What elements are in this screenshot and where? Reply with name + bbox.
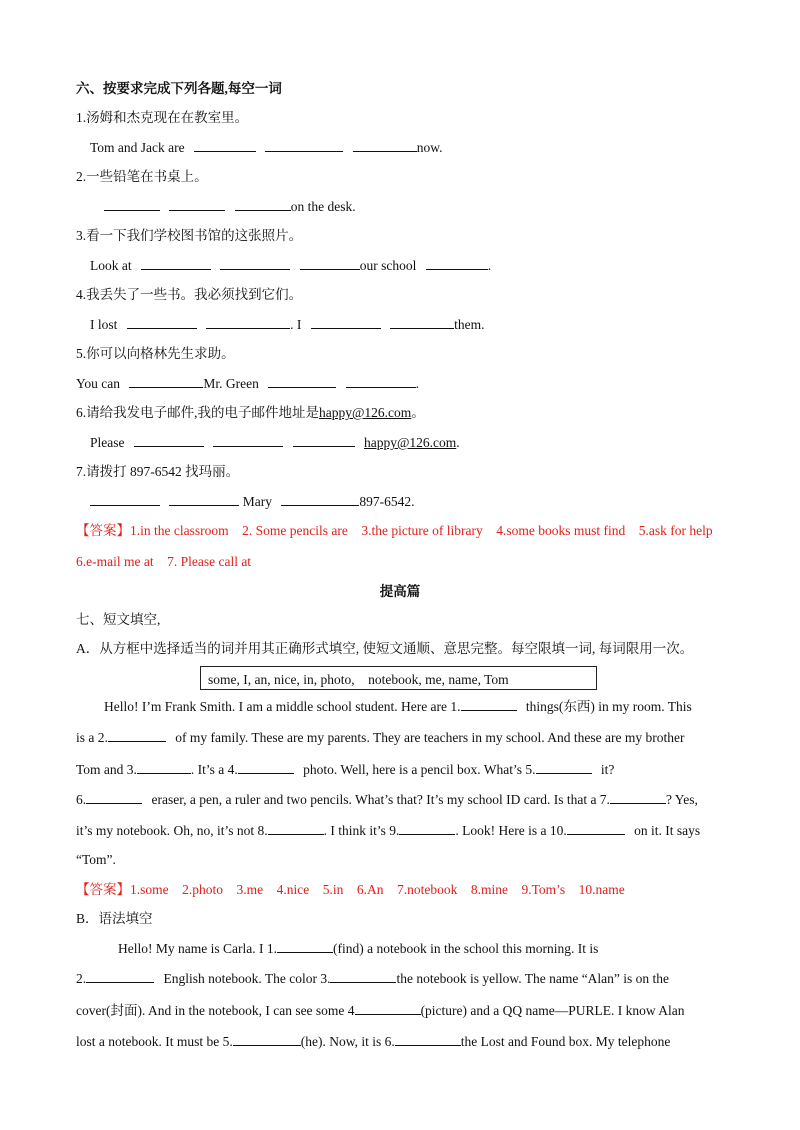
q2-blank-1[interactable] — [104, 197, 160, 211]
passage-a-blank-4[interactable] — [238, 760, 294, 774]
passage-b-blank-2[interactable] — [86, 969, 154, 983]
answer-label: 【答案】 — [76, 523, 130, 538]
passage-b-line-4: lost a notebook. It must be 5. (he). Now, it is 6. the Lost and Found box. My telephone — [76, 1034, 671, 1049]
q2-english: on the desk. — [104, 197, 724, 216]
word-box: some, I, an, nice, in, photo, notebook, me, name, Tom — [200, 666, 597, 690]
section-6-answer-line-2: 6.e-mail me at 7. Please call at — [76, 554, 252, 569]
passage-b-blank-6[interactable] — [395, 1032, 461, 1046]
q7-english: Mary 897-6542. — [90, 492, 724, 511]
passage-a-blank-3[interactable] — [137, 760, 191, 774]
passage-a-blank-8[interactable] — [268, 821, 324, 835]
q1-english: Tom and Jack are now. — [90, 140, 443, 155]
passage-b-line-3: cover(封面). And in the notebook, I can see some 4 (picture) and a QQ name—PURLE. I know Alan — [76, 1003, 685, 1018]
q6-english: Please happy@126.com. — [90, 435, 460, 450]
q3-blank-4[interactable] — [426, 256, 488, 270]
q2-chinese: 2.一些铅笔在书桌上。 — [76, 169, 208, 184]
part-a-answer: 【答案】1.some 2.photo 3.me 4.nice 5.in 6.An 7.notebook 8.mine 9.Tom’s 10.name — [76, 882, 625, 897]
passage-a-blank-5[interactable] — [536, 760, 592, 774]
q6-email-link-cn[interactable]: happy@126.com — [319, 405, 412, 420]
q3-blank-1[interactable] — [141, 256, 211, 270]
section-6-answer-line-1: 【答案】1.in the classroom 2. Some pencils are 3.the picture of library 4.some books must find 5.ask for help — [76, 523, 713, 538]
q6-blank-2[interactable] — [213, 433, 283, 447]
passage-a-blank-9[interactable] — [399, 821, 455, 835]
passage-b-blank-4[interactable] — [355, 1001, 421, 1015]
q6-blank-3[interactable] — [293, 433, 355, 447]
passage-a-blank-10[interactable] — [567, 821, 625, 835]
answer-label: 【答案】 — [76, 882, 130, 897]
q2-blank-2[interactable] — [169, 197, 225, 211]
q3-blank-2[interactable] — [220, 256, 290, 270]
q7-blank-1[interactable] — [90, 492, 160, 506]
q6-email-link-en[interactable]: happy@126.com — [364, 435, 457, 450]
q3-english: Look at our school . — [90, 258, 492, 273]
passage-a-line-4: 6. eraser, a pen, a ruler and two pencils. What’s that? It’s my school ID card. Is that a 7. ? Yes, — [76, 792, 698, 807]
q3-chinese: 3.看一下我们学校图书馆的这张照片。 — [76, 228, 303, 243]
passage-a-blank-2[interactable] — [108, 728, 166, 742]
q2-blank-3[interactable] — [235, 197, 291, 211]
q5-blank-1[interactable] — [129, 374, 203, 388]
q7-chinese: 7.请拨打 897-6542 找玛丽。 — [76, 464, 240, 479]
q4-blank-3[interactable] — [311, 315, 381, 329]
q4-blank-2[interactable] — [206, 315, 290, 329]
passage-b-line-2: 2. English notebook. The color 3. the notebook is yellow. The name “Alan” is on the — [76, 971, 670, 986]
passage-a-blank-1[interactable] — [461, 697, 517, 711]
q4-chinese: 4.我丢失了一些书。我必须找到它们。 — [76, 287, 303, 302]
passage-b-blank-5[interactable] — [233, 1032, 301, 1046]
q1-blank-2[interactable] — [265, 138, 343, 152]
section-7-title: 七、短文填空, — [76, 612, 161, 627]
passage-a-line-6: “Tom”. — [76, 852, 116, 867]
q6-chinese: 6.请给我发电子邮件,我的电子邮件地址是happy@126.com。 — [76, 405, 425, 420]
q1-blank-1[interactable] — [194, 138, 256, 152]
q7-blank-3[interactable] — [281, 492, 359, 506]
passage-a-line-5: it’s my notebook. Oh, no, it’s not 8. . I think it’s 9. . Look! Here is a 10. on it. It says — [76, 823, 701, 838]
q1-chinese: 1.汤姆和杰克现在在教室里。 — [76, 110, 249, 125]
part-a-instructions: A．从方框中选择适当的词并用其正确形式填空, 使短文通顺、意思完整。每空限填一词, 每词限用一次。 — [76, 641, 694, 656]
passage-a-line-1: Hello! I’m Frank Smith. I am a middle school student. Here are 1. things(东西) in my room. This — [104, 699, 692, 714]
q5-blank-2[interactable] — [268, 374, 336, 388]
q4-blank-4[interactable] — [390, 315, 454, 329]
q3-blank-3[interactable] — [300, 256, 360, 270]
advanced-section-title: 提高篇 — [379, 584, 421, 599]
q7-blank-2[interactable] — [169, 492, 239, 506]
passage-b-line-1: Hello! My name is Carla. I 1. (find) a notebook in the school this morning. It is — [118, 941, 599, 956]
q4-blank-1[interactable] — [127, 315, 197, 329]
q6-blank-1[interactable] — [134, 433, 204, 447]
passage-a-blank-7[interactable] — [610, 790, 666, 804]
part-b-title: B．语法填空 — [76, 911, 153, 926]
passage-a-blank-6[interactable] — [86, 790, 142, 804]
q5-english: You can Mr. Green . — [76, 376, 419, 391]
q5-blank-3[interactable] — [346, 374, 416, 388]
passage-a-line-2: is a 2. of my family. These are my parents. They are teachers in my school. And these are my brother — [76, 730, 685, 745]
q5-chinese: 5.你可以向格林先生求助。 — [76, 346, 235, 361]
passage-b-blank-1[interactable] — [277, 939, 333, 953]
passage-b-blank-3[interactable] — [330, 969, 396, 983]
passage-a-line-3: Tom and 3. . It’s a 4. photo. Well, here is a pencil box. What’s 5. it? — [76, 762, 615, 777]
q4-english: I lost . I them. — [90, 317, 485, 332]
q1-blank-3[interactable] — [353, 138, 417, 152]
section-6-title: 六、按要求完成下列各题,每空一词 — [76, 81, 282, 96]
